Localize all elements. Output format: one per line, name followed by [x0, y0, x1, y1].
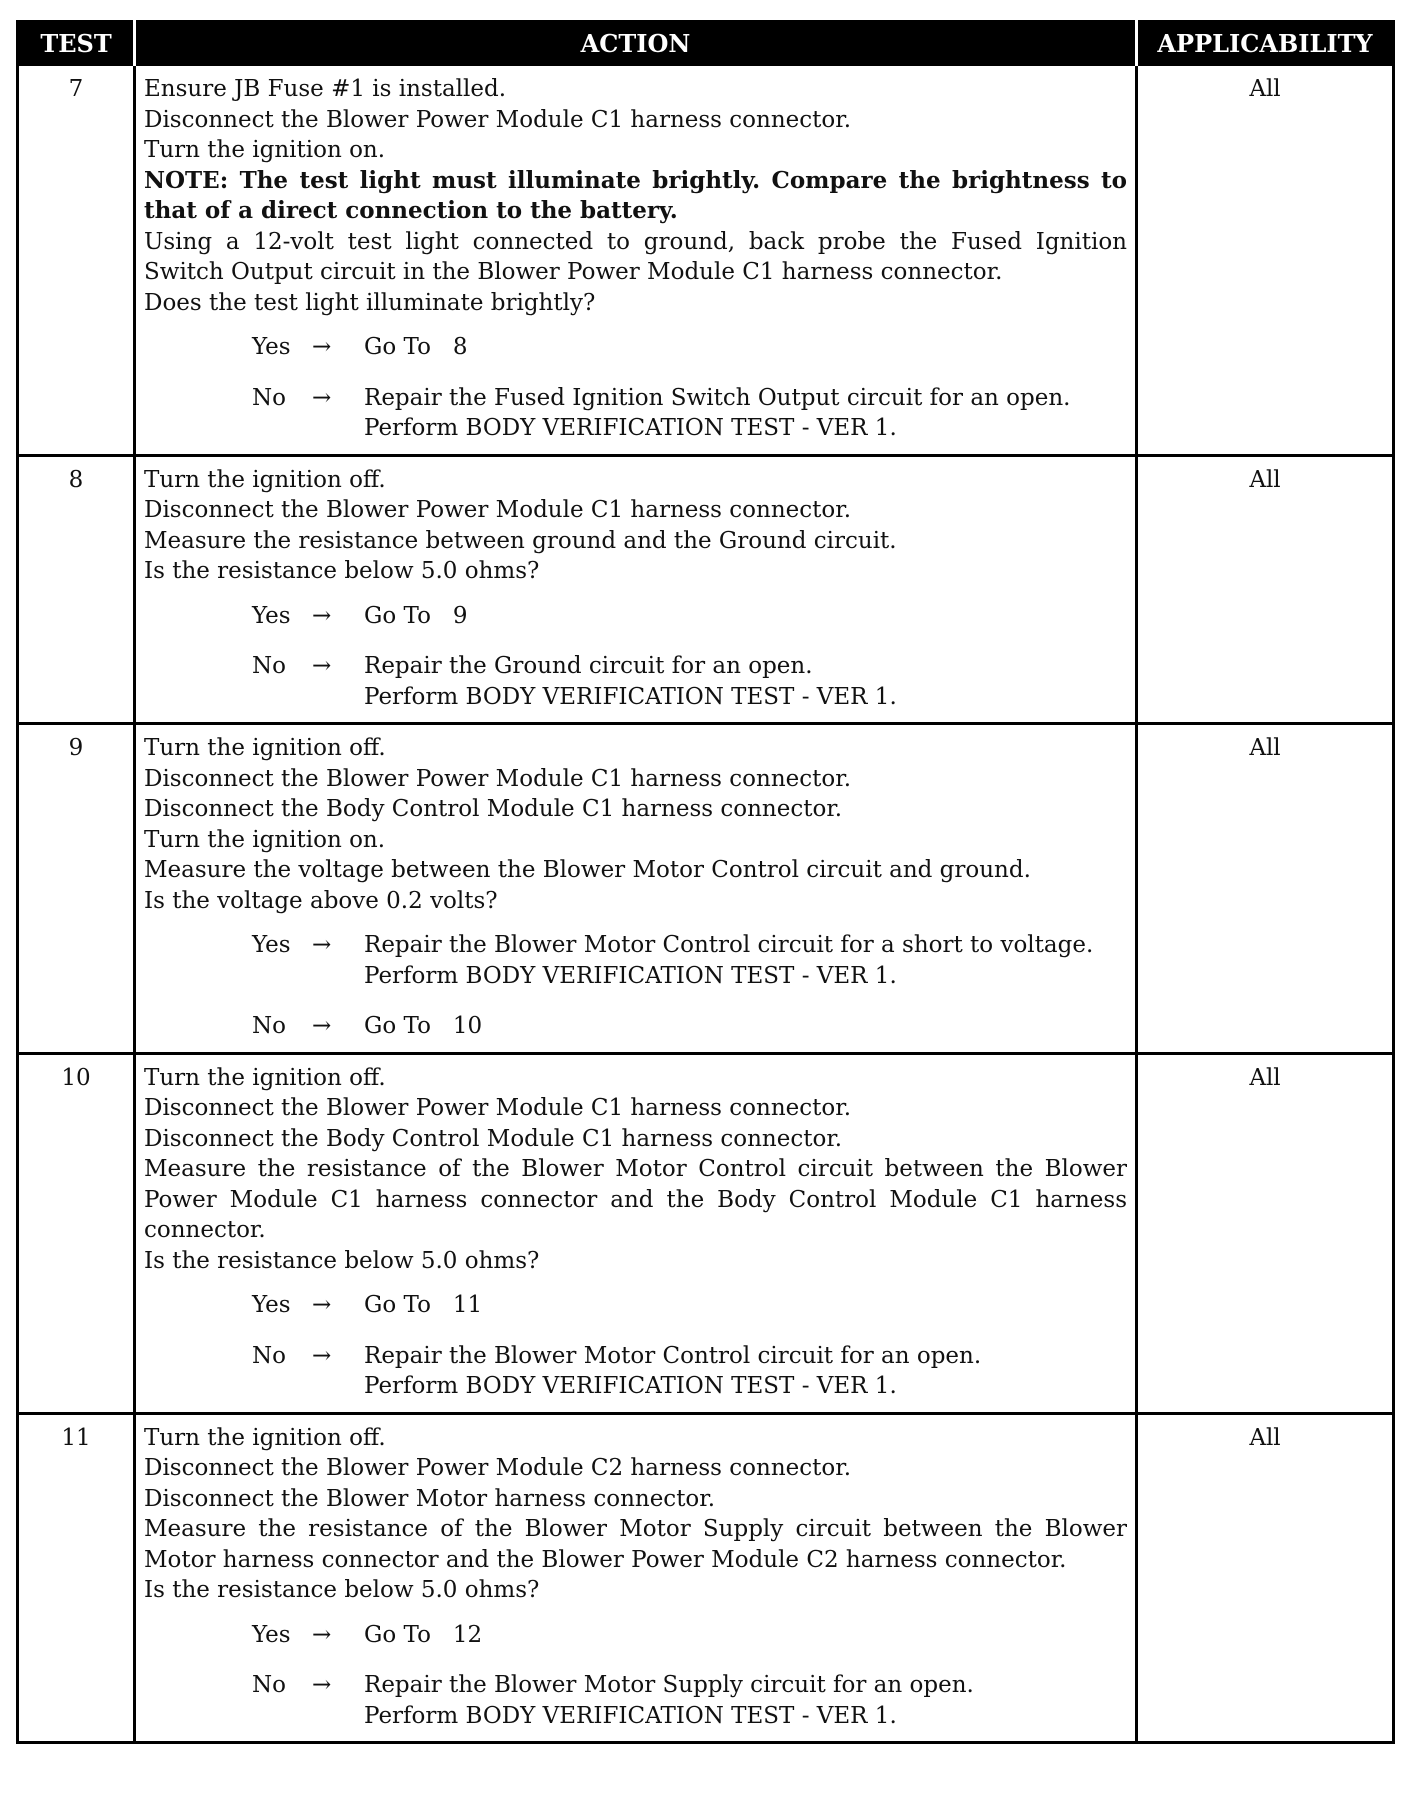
- step-text: Measure the resistance between ground and the Ground circuit.: [144, 527, 897, 554]
- outcome-line: Go To 9: [364, 602, 468, 629]
- outcome-label: No: [252, 1342, 286, 1369]
- outcome-line: Go To 8: [364, 334, 468, 360]
- table-body: [18, 65, 1394, 1743]
- diagnostic-table: [16, 20, 1395, 1744]
- step-text: Is the resistance below 5.0 ohms?: [144, 1247, 540, 1274]
- outcome-line: Perform BODY VERIFICATION TEST - VER 1.: [364, 415, 897, 441]
- outcome-yes: [144, 332, 1127, 363]
- outcome-no: [144, 383, 1127, 444]
- step-text: Disconnect the Blower Motor harness connector.: [144, 1485, 716, 1512]
- table-row: [18, 1053, 1394, 1413]
- outcome-line: Perform BODY VERIFICATION TEST - VER 1.: [364, 683, 897, 710]
- arrow-right-icon: →: [312, 1013, 332, 1039]
- applicability-cell: All: [1137, 724, 1394, 1054]
- outcome-text: [364, 651, 1127, 712]
- arrow-right-icon: →: [312, 1621, 332, 1648]
- step-text: Disconnect the Blower Power Module C1 harness connector.: [144, 1095, 852, 1121]
- step-text: Ensure JB Fuse #1 is installed.: [144, 76, 507, 102]
- table-row: [18, 65, 1394, 456]
- outcome-line: Repair the Blower Motor Supply circuit for an open.: [364, 1672, 974, 1698]
- step-text: Is the voltage above 0.2 volts?: [144, 887, 498, 914]
- action-cell: [135, 1053, 1137, 1413]
- header-action: ACTION: [135, 22, 1137, 65]
- outcome-label: Yes: [252, 1292, 291, 1318]
- outcome-no: [144, 1341, 1127, 1402]
- outcome-yes: [144, 1620, 1127, 1651]
- step-text: Disconnect the Blower Power Module C1 harness connector.: [144, 106, 852, 133]
- step-text: Measure the resistance of the Blower Motor Control circuit between the Blower Power Module C1 harness connector and the Body Control Module C1 harness connector.: [144, 1156, 1127, 1243]
- step-text: Does the test light illuminate brightly?: [144, 289, 596, 316]
- step-text: Is the resistance below 5.0 ohms?: [144, 1577, 540, 1603]
- outcome-line: Perform BODY VERIFICATION TEST - VER 1.: [364, 1373, 897, 1399]
- outcome-text: [364, 601, 1127, 632]
- step-text: Disconnect the Blower Power Module C1 harness connector.: [144, 497, 852, 523]
- header-test: TEST: [18, 22, 135, 65]
- step-text: Using a 12-volt test light connected to ground, back probe the Fused Ignition Switch Output circuit in the Blower Power Module C1 harness connector.: [144, 228, 1127, 285]
- step-text: Turn the ignition on.: [144, 137, 386, 163]
- outcomes: [144, 1620, 1127, 1732]
- header-row: [18, 22, 1394, 65]
- outcome-line: Go To 12: [364, 1621, 483, 1648]
- outcome-label: No: [252, 653, 286, 679]
- action-cell: [135, 724, 1137, 1054]
- step-text: Is the resistance below 5.0 ohms?: [144, 558, 540, 584]
- table-row: [18, 1413, 1394, 1743]
- outcome-line: Go To 11: [364, 1292, 483, 1318]
- action-cell: [135, 1413, 1137, 1743]
- step-text: Turn the ignition on.: [144, 826, 386, 853]
- outcomes: [144, 332, 1127, 444]
- step-text: Disconnect the Blower Power Module C2 harness connector.: [144, 1455, 852, 1481]
- step-text: Measure the voltage between the Blower Motor Control circuit and ground.: [144, 857, 1031, 883]
- step-text: Turn the ignition off.: [144, 1424, 386, 1451]
- header-applicability: APPLICABILITY: [1137, 22, 1394, 65]
- arrow-right-icon: →: [312, 1292, 332, 1318]
- outcome-label: Yes: [252, 1621, 291, 1648]
- outcome-label: No: [252, 384, 286, 411]
- arrow-right-icon: →: [312, 932, 332, 958]
- outcome-text: [364, 1290, 1127, 1321]
- arrow-right-icon: →: [312, 334, 332, 360]
- outcome-line: Repair the Blower Motor Control circuit for a short to voltage.: [364, 932, 1094, 958]
- step-text: Disconnect the Body Control Module C1 harness connector.: [144, 796, 843, 822]
- action-cell: [135, 65, 1137, 456]
- step-text: Turn the ignition off.: [144, 735, 386, 761]
- step-text: Turn the ignition off.: [144, 1064, 386, 1091]
- outcome-text: [364, 332, 1127, 363]
- outcomes: [144, 1290, 1127, 1402]
- arrow-right-icon: →: [312, 653, 332, 679]
- outcome-line: Repair the Ground circuit for an open.: [364, 653, 813, 679]
- arrow-right-icon: →: [312, 384, 332, 411]
- outcome-text: [364, 930, 1127, 991]
- test-number: 8: [18, 455, 135, 724]
- step-text: Disconnect the Blower Power Module C1 harness connector.: [144, 765, 852, 792]
- outcome-label: Yes: [252, 334, 291, 360]
- outcome-text: [364, 1670, 1127, 1731]
- table-row: [18, 455, 1394, 724]
- test-number: 7: [18, 65, 135, 456]
- outcome-no: [144, 1011, 1127, 1042]
- arrow-right-icon: →: [312, 1672, 332, 1698]
- outcome-no: [144, 1670, 1127, 1731]
- outcome-no: [144, 651, 1127, 712]
- test-number: 10: [18, 1053, 135, 1413]
- outcome-text: [364, 383, 1127, 444]
- outcome-line: Perform BODY VERIFICATION TEST - VER 1.: [364, 962, 897, 989]
- step-text: Disconnect the Body Control Module C1 harness connector.: [144, 1125, 843, 1152]
- outcome-label: Yes: [252, 602, 291, 629]
- outcome-label: Yes: [252, 932, 291, 958]
- outcome-line: Go To 10: [364, 1013, 483, 1039]
- applicability-cell: All: [1137, 1053, 1394, 1413]
- outcome-text: [364, 1341, 1127, 1402]
- outcome-label: No: [252, 1672, 286, 1698]
- outcome-yes: [144, 601, 1127, 632]
- outcomes: [144, 930, 1127, 1042]
- outcome-line: Perform BODY VERIFICATION TEST - VER 1.: [364, 1702, 897, 1729]
- table-row: [18, 724, 1394, 1054]
- test-number: 11: [18, 1413, 135, 1743]
- arrow-right-icon: →: [312, 602, 332, 629]
- note-text: NOTE: The test light must illuminate brightly. Compare the brightness to that of a direct connection to the battery.: [144, 166, 1127, 224]
- outcome-yes: [144, 930, 1127, 991]
- outcome-line: Repair the Blower Motor Control circuit for an open.: [364, 1342, 982, 1369]
- applicability-cell: All: [1137, 455, 1394, 724]
- applicability-cell: All: [1137, 1413, 1394, 1743]
- outcome-text: [364, 1620, 1127, 1651]
- step-text: Measure the resistance of the Blower Motor Supply circuit between the Blower Motor harness connector and the Blower Power Module C2 harness connector.: [144, 1516, 1127, 1573]
- outcome-yes: [144, 1290, 1127, 1321]
- applicability-cell: All: [1137, 65, 1394, 456]
- outcome-line: Repair the Fused Ignition Switch Output circuit for an open.: [364, 384, 1071, 411]
- outcome-text: [364, 1011, 1127, 1042]
- step-text: Turn the ignition off.: [144, 466, 386, 493]
- action-cell: [135, 455, 1137, 724]
- test-number: 9: [18, 724, 135, 1054]
- outcomes: [144, 601, 1127, 713]
- arrow-right-icon: →: [312, 1342, 332, 1369]
- outcome-label: No: [252, 1013, 286, 1039]
